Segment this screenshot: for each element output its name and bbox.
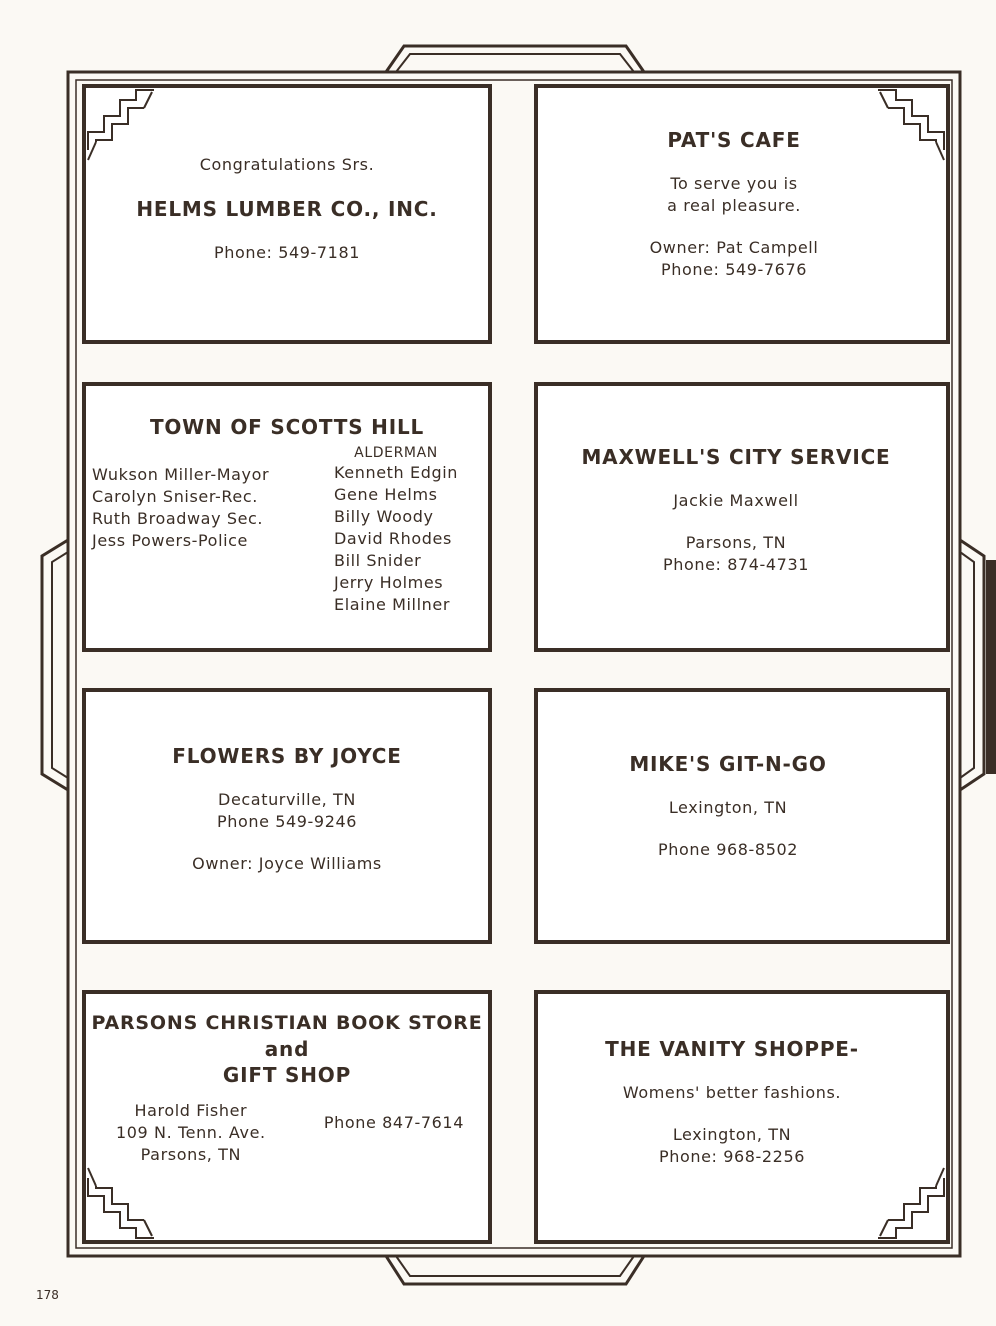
- ad-parsons-christian-book-store: [88, 1010, 486, 1190]
- maxwell-city: Parsons, TN: [685, 533, 787, 552]
- page-number: 178: [36, 1288, 59, 1302]
- scotts-hill-title: TOWN OF SCOTTS HILL: [149, 415, 425, 439]
- alderman-item: David Rhodes: [334, 529, 452, 548]
- mikes-phone: Phone 968-8502: [657, 840, 799, 859]
- ad-mikes-git-n-go: [540, 694, 916, 938]
- helms-business-name: HELMS LUMBER CO., INC.: [136, 197, 438, 221]
- helms-greeting: Congratulations Srs.: [199, 155, 375, 174]
- books-contact: Harold Fisher: [134, 1101, 248, 1120]
- alderman-item: Elaine Millner: [334, 595, 450, 614]
- alderman-item: Billy Woody: [334, 507, 434, 526]
- official-recorder: Carolyn Sniser-Rec.: [92, 487, 258, 506]
- flowers-city: Decaturville, TN: [218, 790, 356, 809]
- ad-the-vanity-shoppe: [540, 996, 924, 1238]
- alderman-heading: ALDERMAN: [354, 445, 438, 461]
- pats-phone: Phone: 549-7676: [660, 260, 808, 279]
- books-name-line-3: GIFT SHOP: [222, 1063, 352, 1087]
- ad-flowers-by-joyce: [88, 694, 486, 938]
- alderman-item: Gene Helms: [334, 485, 438, 504]
- scotts-hill-officials: [92, 444, 269, 616]
- flowers-phone: Phone 549-9246: [216, 812, 358, 831]
- ad-town-of-scotts-hill: [92, 414, 472, 634]
- flowers-owner: Owner: Joyce Williams: [192, 854, 382, 873]
- maxwell-contact: Jackie Maxwell: [673, 491, 799, 510]
- maxwell-phone: Phone: 874-4731: [662, 555, 810, 574]
- books-name-line-2: and: [264, 1037, 310, 1061]
- books-phone: Phone 847-7614: [323, 1113, 464, 1132]
- pats-tagline-line-1: To serve you is: [670, 174, 798, 193]
- vanity-tagline: Womens' better fashions.: [622, 1083, 842, 1102]
- helms-phone: Phone: 549-7181: [213, 243, 361, 262]
- pats-tagline-line-2: a real pleasure.: [667, 196, 801, 215]
- books-city: Parsons, TN: [140, 1145, 242, 1164]
- books-name-line-1: PARSONS CHRISTIAN BOOK STORE: [91, 1012, 483, 1034]
- mikes-city: Lexington, TN: [668, 798, 788, 817]
- ad-helms-lumber: [88, 90, 486, 338]
- mikes-business-name: MIKE'S GIT-N-GO: [629, 752, 827, 776]
- vanity-phone: Phone: 968-2256: [658, 1147, 806, 1166]
- pats-business-name: PAT'S CAFE: [667, 128, 801, 152]
- official-secretary: Ruth Broadway Sec.: [92, 509, 264, 528]
- vanity-business-name: THE VANITY SHOPPE-: [605, 1037, 859, 1061]
- vanity-city: Lexington, TN: [672, 1125, 792, 1144]
- books-address: 109 N. Tenn. Ave.: [116, 1123, 266, 1142]
- alderman-item: Bill Snider: [334, 551, 422, 570]
- official-police: Jess Powers-Police: [92, 531, 249, 550]
- alderman-item: Jerry Holmes: [334, 573, 444, 592]
- flowers-business-name: FLOWERS BY JOYCE: [172, 744, 402, 768]
- ad-pats-cafe: [540, 90, 928, 338]
- maxwell-business-name: MAXWELL'S CITY SERVICE: [581, 445, 891, 469]
- alderman-item: Kenneth Edgin: [334, 463, 458, 482]
- ad-maxwells-city-service: [540, 388, 932, 646]
- scotts-hill-aldermen: [334, 444, 458, 616]
- official-mayor: Wukson Miller-Mayor: [92, 465, 270, 484]
- pats-owner: Owner: Pat Campell: [649, 238, 819, 257]
